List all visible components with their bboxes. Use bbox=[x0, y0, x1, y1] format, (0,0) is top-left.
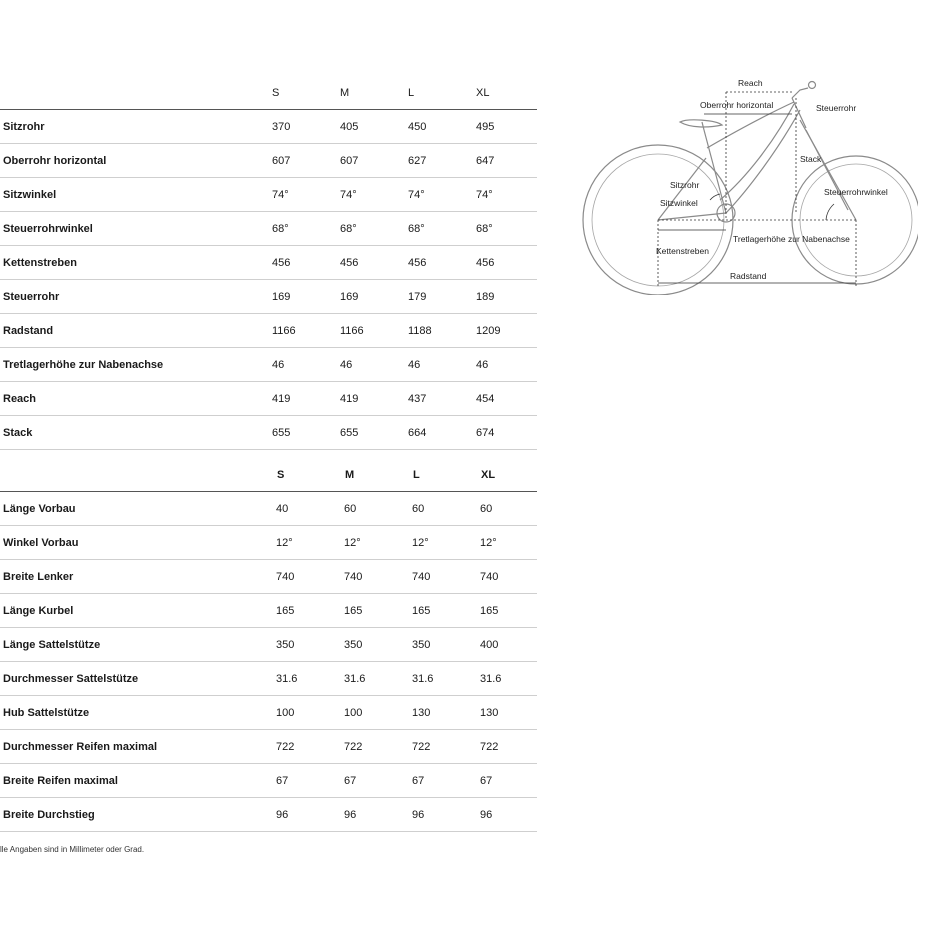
components-cell-m: 100 bbox=[336, 696, 404, 730]
geometry-cell-l: 1188 bbox=[404, 314, 472, 348]
geometry-cell-l: 74° bbox=[404, 178, 472, 212]
components-cell-m: 67 bbox=[336, 764, 404, 798]
size-header-xl: XL bbox=[472, 76, 537, 110]
geometry-cell-s: 74° bbox=[268, 178, 336, 212]
components-row-label: Hub Sattelstütze bbox=[0, 696, 268, 730]
geometry-cell-s: 1166 bbox=[268, 314, 336, 348]
geometry-cell-l: 68° bbox=[404, 212, 472, 246]
components-cell-s: 40 bbox=[268, 492, 336, 526]
geometry-cell-m: 1166 bbox=[336, 314, 404, 348]
components-row-label: Breite Reifen maximal bbox=[0, 764, 268, 798]
geometry-row-label: Oberrohr horizontal bbox=[0, 144, 268, 178]
size-header-s: S bbox=[268, 458, 336, 492]
diagram-labels bbox=[656, 78, 888, 281]
geometry-row-label: Tretlagerhöhe zur Nabenachse bbox=[0, 348, 268, 382]
geometry-cell-s: 655 bbox=[268, 416, 336, 450]
geometry-cell-l: 437 bbox=[404, 382, 472, 416]
header-empty bbox=[0, 458, 268, 492]
components-cell-m: 96 bbox=[336, 798, 404, 832]
table-row bbox=[0, 662, 537, 696]
components-cell-m: 350 bbox=[336, 628, 404, 662]
geometry-cell-l: 450 bbox=[404, 110, 472, 144]
size-header-m: M bbox=[336, 76, 404, 110]
geometry-cell-s: 46 bbox=[268, 348, 336, 382]
table-row bbox=[0, 280, 537, 314]
label-steuerrohr: Steuerrohr bbox=[816, 103, 857, 113]
geometry-table-container bbox=[0, 76, 537, 450]
size-header-m: M bbox=[336, 458, 404, 492]
geometry-cell-m: 74° bbox=[336, 178, 404, 212]
components-cell-s: 722 bbox=[268, 730, 336, 764]
components-row-label: Länge Sattelstütze bbox=[0, 628, 268, 662]
geometry-row-label: Steuerrohr bbox=[0, 280, 268, 314]
components-cell-l: 740 bbox=[404, 560, 472, 594]
components-cell-s: 67 bbox=[268, 764, 336, 798]
components-cell-m: 740 bbox=[336, 560, 404, 594]
geometry-cell-xl: 189 bbox=[472, 280, 537, 314]
table-row bbox=[0, 314, 537, 348]
footnote: lle Angaben sind in Millimeter oder Grad. bbox=[0, 845, 145, 854]
geometry-cell-s: 169 bbox=[268, 280, 336, 314]
geometry-row-label: Sitzwinkel bbox=[0, 178, 268, 212]
geometry-cell-s: 419 bbox=[268, 382, 336, 416]
geometry-cell-m: 456 bbox=[336, 246, 404, 280]
components-cell-xl: 400 bbox=[472, 628, 537, 662]
table-row bbox=[0, 416, 537, 450]
label-steuerrohrwinkel: Steuerrohrwinkel bbox=[824, 187, 888, 197]
components-cell-s: 100 bbox=[268, 696, 336, 730]
geometry-cell-l: 179 bbox=[404, 280, 472, 314]
components-cell-l: 96 bbox=[404, 798, 472, 832]
table-row bbox=[0, 348, 537, 382]
geometry-cell-l: 456 bbox=[404, 246, 472, 280]
size-header-l: L bbox=[404, 76, 472, 110]
geometry-cell-l: 46 bbox=[404, 348, 472, 382]
table-row bbox=[0, 594, 537, 628]
components-row-label: Winkel Vorbau bbox=[0, 526, 268, 560]
components-cell-l: 67 bbox=[404, 764, 472, 798]
components-table-container bbox=[0, 458, 537, 832]
table-row bbox=[0, 382, 537, 416]
geometry-cell-l: 627 bbox=[404, 144, 472, 178]
components-cell-l: 722 bbox=[404, 730, 472, 764]
geometry-header-row bbox=[0, 76, 537, 110]
label-sitzwinkel: Sitzwinkel bbox=[660, 198, 698, 208]
components-table-body bbox=[0, 492, 537, 832]
components-cell-s: 350 bbox=[268, 628, 336, 662]
table-row bbox=[0, 560, 537, 594]
geometry-cell-xl: 674 bbox=[472, 416, 537, 450]
geometry-row-label: Kettenstreben bbox=[0, 246, 268, 280]
geometry-cell-xl: 495 bbox=[472, 110, 537, 144]
components-cell-l: 12° bbox=[404, 526, 472, 560]
geometry-cell-m: 169 bbox=[336, 280, 404, 314]
components-cell-m: 31.6 bbox=[336, 662, 404, 696]
components-row-label: Durchmesser Sattelstütze bbox=[0, 662, 268, 696]
components-row-label: Länge Vorbau bbox=[0, 492, 268, 526]
label-radstand: Radstand bbox=[730, 271, 767, 281]
components-cell-s: 96 bbox=[268, 798, 336, 832]
geometry-row-label: Reach bbox=[0, 382, 268, 416]
geometry-cell-s: 607 bbox=[268, 144, 336, 178]
table-row bbox=[0, 110, 537, 144]
components-cell-xl: 722 bbox=[472, 730, 537, 764]
components-cell-xl: 67 bbox=[472, 764, 537, 798]
components-row-label: Breite Durchstieg bbox=[0, 798, 268, 832]
components-cell-s: 740 bbox=[268, 560, 336, 594]
table-row bbox=[0, 144, 537, 178]
geometry-cell-xl: 456 bbox=[472, 246, 537, 280]
components-cell-s: 165 bbox=[268, 594, 336, 628]
geometry-row-label: Steuerrohrwinkel bbox=[0, 212, 268, 246]
components-header-row bbox=[0, 458, 537, 492]
components-cell-s: 12° bbox=[268, 526, 336, 560]
label-reach: Reach bbox=[738, 78, 763, 88]
label-sitzrohr: Sitzrohr bbox=[670, 180, 700, 190]
geometry-cell-xl: 46 bbox=[472, 348, 537, 382]
geometry-cell-m: 419 bbox=[336, 382, 404, 416]
components-cell-xl: 130 bbox=[472, 696, 537, 730]
geometry-cell-m: 46 bbox=[336, 348, 404, 382]
bike-geometry-diagram bbox=[578, 70, 918, 295]
components-cell-xl: 12° bbox=[472, 526, 537, 560]
components-table bbox=[0, 458, 537, 832]
components-cell-xl: 165 bbox=[472, 594, 537, 628]
components-row-label: Breite Lenker bbox=[0, 560, 268, 594]
components-cell-m: 12° bbox=[336, 526, 404, 560]
components-cell-l: 130 bbox=[404, 696, 472, 730]
table-row bbox=[0, 764, 537, 798]
components-cell-l: 350 bbox=[404, 628, 472, 662]
label-stack: Stack bbox=[800, 154, 822, 164]
header-empty bbox=[0, 76, 268, 110]
table-row bbox=[0, 492, 537, 526]
label-tretlagerhoehe: Tretlagerhöhe zur Nabenachse bbox=[733, 234, 850, 244]
components-cell-l: 165 bbox=[404, 594, 472, 628]
geometry-cell-s: 68° bbox=[268, 212, 336, 246]
size-header-l: L bbox=[404, 458, 472, 492]
components-cell-l: 60 bbox=[404, 492, 472, 526]
geometry-cell-m: 405 bbox=[336, 110, 404, 144]
size-header-xl: XL bbox=[472, 458, 537, 492]
components-cell-xl: 60 bbox=[472, 492, 537, 526]
table-row bbox=[0, 212, 537, 246]
geometry-row-label: Sitzrohr bbox=[0, 110, 268, 144]
label-kettenstreben: Kettenstreben bbox=[656, 246, 709, 256]
components-cell-l: 31.6 bbox=[404, 662, 472, 696]
components-row-label: Durchmesser Reifen maximal bbox=[0, 730, 268, 764]
geometry-cell-xl: 1209 bbox=[472, 314, 537, 348]
components-cell-m: 60 bbox=[336, 492, 404, 526]
geometry-cell-m: 607 bbox=[336, 144, 404, 178]
geometry-row-label: Stack bbox=[0, 416, 268, 450]
table-row bbox=[0, 798, 537, 832]
geometry-table bbox=[0, 76, 537, 450]
components-cell-m: 165 bbox=[336, 594, 404, 628]
geometry-cell-xl: 454 bbox=[472, 382, 537, 416]
table-row bbox=[0, 246, 537, 280]
label-oberrohr-horizontal: Oberrohr horizontal bbox=[700, 100, 774, 110]
table-row bbox=[0, 628, 537, 662]
table-row bbox=[0, 730, 537, 764]
components-row-label: Länge Kurbel bbox=[0, 594, 268, 628]
geometry-cell-xl: 647 bbox=[472, 144, 537, 178]
size-header-s: S bbox=[268, 76, 336, 110]
table-row bbox=[0, 178, 537, 212]
components-cell-xl: 740 bbox=[472, 560, 537, 594]
components-cell-m: 722 bbox=[336, 730, 404, 764]
geometry-cell-m: 68° bbox=[336, 212, 404, 246]
geometry-cell-l: 664 bbox=[404, 416, 472, 450]
geometry-row-label: Radstand bbox=[0, 314, 268, 348]
geometry-cell-xl: 74° bbox=[472, 178, 537, 212]
table-row bbox=[0, 526, 537, 560]
geometry-cell-m: 655 bbox=[336, 416, 404, 450]
table-row bbox=[0, 696, 537, 730]
components-cell-s: 31.6 bbox=[268, 662, 336, 696]
geometry-cell-s: 370 bbox=[268, 110, 336, 144]
components-cell-xl: 31.6 bbox=[472, 662, 537, 696]
geometry-cell-s: 456 bbox=[268, 246, 336, 280]
geometry-cell-xl: 68° bbox=[472, 212, 537, 246]
geometry-table-body bbox=[0, 110, 537, 450]
components-cell-xl: 96 bbox=[472, 798, 537, 832]
